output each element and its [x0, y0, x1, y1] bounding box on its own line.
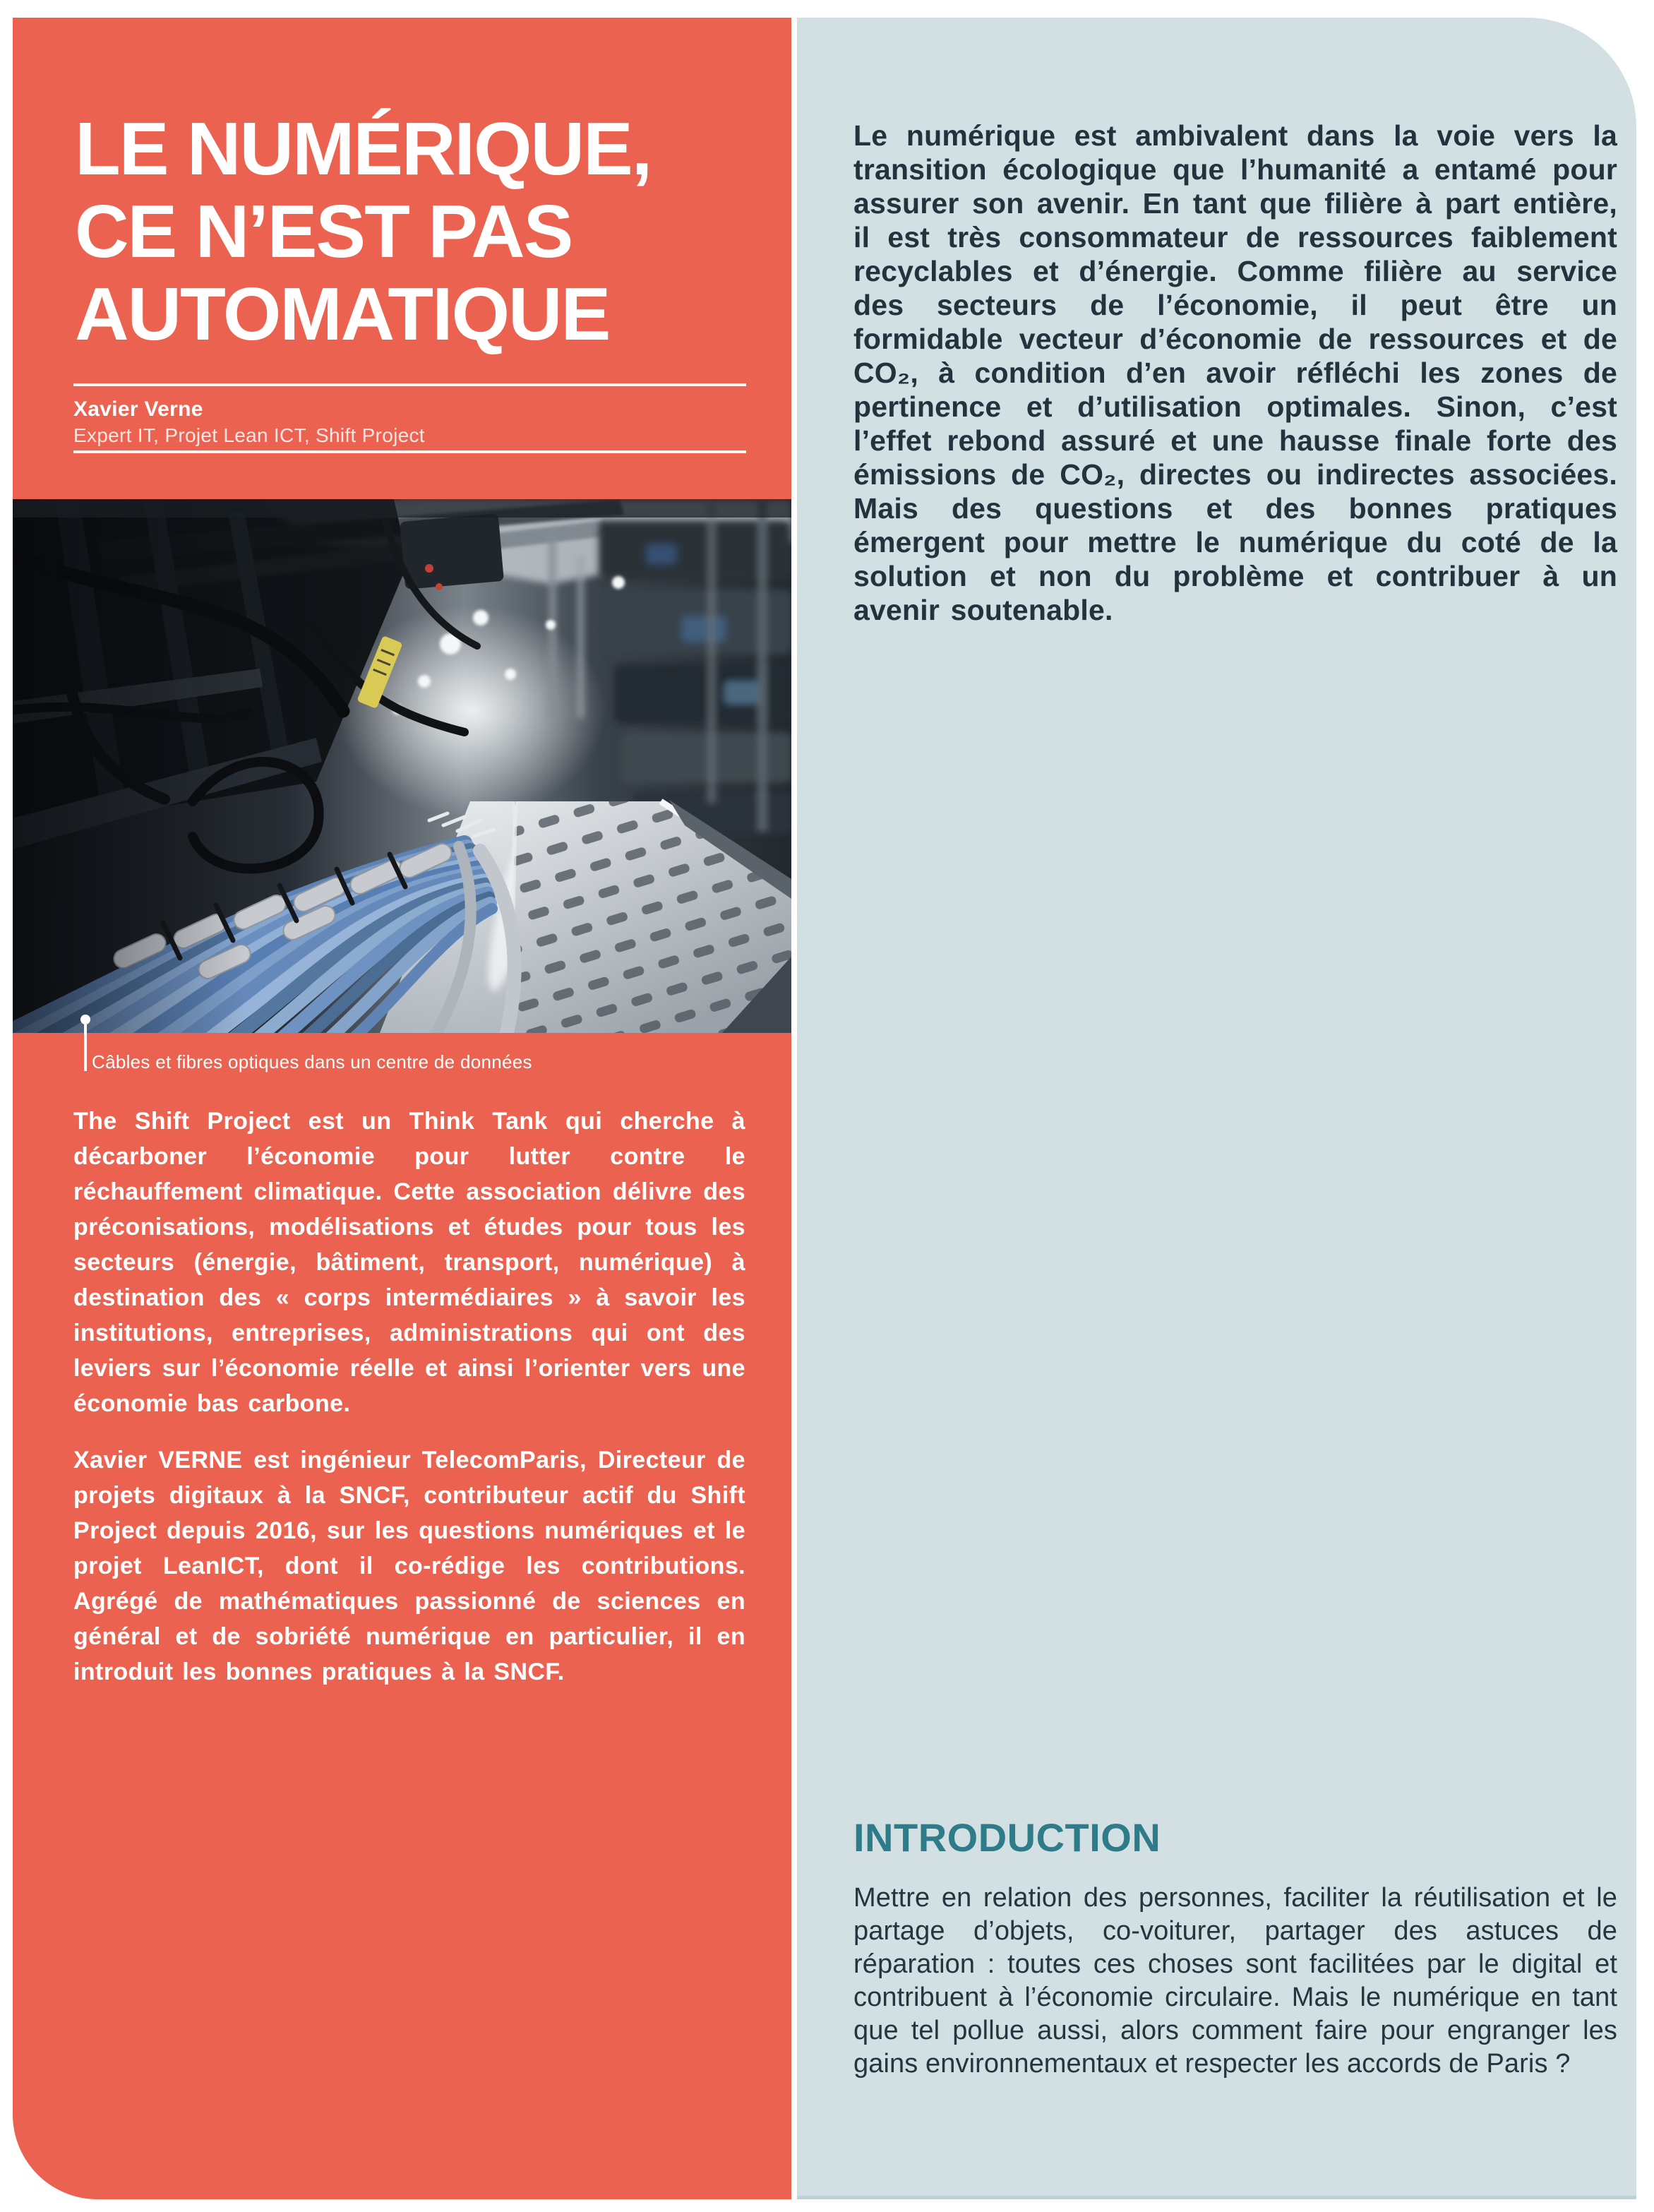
right-panel — [797, 18, 1636, 2199]
introduction-section — [853, 1815, 1617, 2081]
author-role: Expert IT, Projet Lean ICT, Shift Project — [73, 424, 425, 446]
title-line-2: CE N’EST PAS — [75, 190, 573, 273]
introduction-heading: INTRODUCTION — [853, 1815, 1161, 1860]
shift-project-description: The Shift Project est un Think Tank qui cherche à décarboner l’économie pour lutter contre le réchauffement climatique. Cette association délivre des préconisations, modélisations et études pour tous les secteurs (énergie, bâtiment, transport, numérique) à destination des « corps intermédiaires » à savoir les institutions, entreprises, administrations qui ont des leviers sur l’économie réelle et ainsi l’orienter vers une économie bas carbone. — [73, 1108, 745, 1417]
title-line-3: AUTOMATIQUE — [75, 273, 610, 356]
left-panel — [13, 18, 791, 2199]
caption-pin-line — [84, 1024, 87, 1071]
author-divider-bottom — [73, 450, 746, 453]
caption-pin-icon — [80, 1015, 90, 1024]
author-bio: Xavier VERNE est ingénieur TelecomParis, Directeur de projets digitaux à la SNCF, contributeur actif du Shift Project depuis 2016, sur les questions numériques et le projet LeanICT, dont il co-rédige les contributions. Agrégé de mathématiques passionné de sciences en général et de sobriété numérique en particulier, il en introduit les bonnes pratiques à la SNCF. — [73, 1447, 745, 1685]
title-line-1: LE NUMÉRIQUE, — [75, 107, 652, 191]
author-name: Xavier Verne — [73, 397, 203, 421]
article-title — [75, 108, 753, 356]
author-divider-top — [73, 383, 746, 386]
datacenter-photo — [13, 499, 791, 1033]
introduction-paragraph: Mettre en relation des personnes, faciliter la réutilisation et le partage d’objets, co-voiturer, partager des astuces de réparation : toutes ces choses sont facilitées par le digital et contribuent à l’économie circulaire. Mais le numérique en tant que tel pollue aussi, alors comment faire pour engranger les gains environnementaux et respecter les accords de Paris ? — [853, 1883, 1617, 2079]
lead-paragraph: Le numérique est ambivalent dans la voie vers la transition écologique que l’humanité a entamé pour assurer son avenir. En tant que filière à part entière, il est très consommateur de ressources faiblement recyclables et d’énergie. Comme filière au service des secteurs de l’économie, il peut être un formidable vecteur d’économie de ressources et de CO₂, à condition d’en avoir réfléchi les zones de pertinence et d’utilisation optimales. Sinon, c’est l’effet rebond assuré et une hausse finale forte des émissions de CO₂, directes ou indirectes associées. Mais des questions et des bonnes pratiques émergent pour mettre le numérique du coté de la solution et non du problème et contribuer à un avenir soutenable. — [853, 119, 1617, 626]
photo-caption: Câbles et fibres optiques dans un centre de données — [92, 1051, 532, 1072]
left-text-block — [73, 1104, 745, 1711]
